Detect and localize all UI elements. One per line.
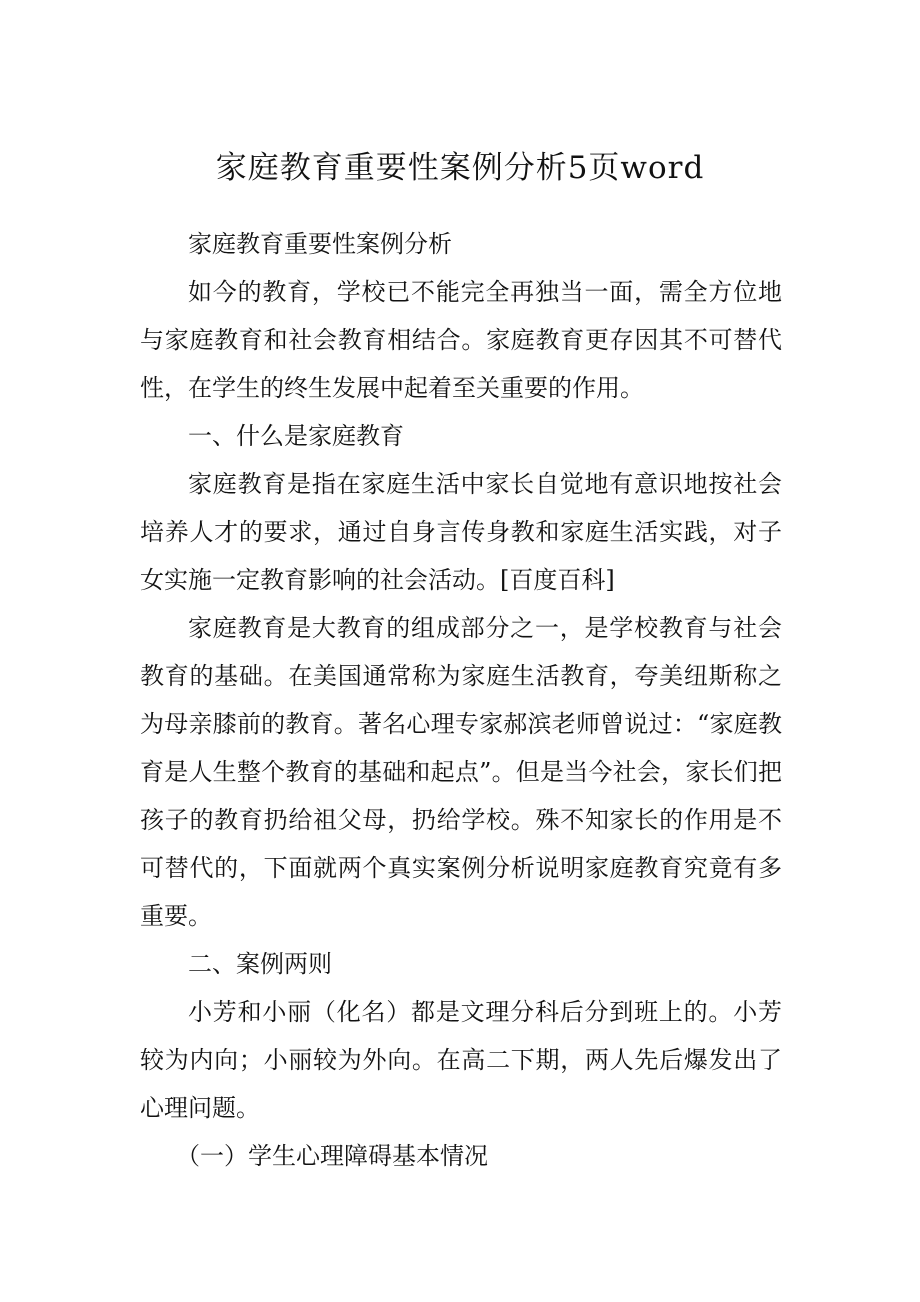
section-heading-1: 一、什么是家庭教育 — [188, 422, 404, 450]
section-heading-2: 二、案例两则 — [188, 950, 332, 978]
importance-paragraph: 家庭教育是大教育的组成部分之一，是学校教育与社会教育的基础。在美国通常称为家庭生活教育，夸美纽斯称之为母亲膝前的教育。著名心理专家郝滨老师曾说过：“家庭教育是人生整个教育的基础和起点”。但是当今社会，家长们把孩子的教育扔给祖父母，扔给学校。殊不知家长的作用是不可替代的，下面就两个真实案例分析说明家庭教育究竟有多重要。 — [140, 614, 782, 930]
intro-paragraph: 如今的教育，学校已不能完全再独当一面，需全方位地与家庭教育和社会教育相结合。家庭教育更存因其不可替代性，在学生的终生发展中起着至关重要的作用。 — [140, 278, 782, 402]
document-title: 家庭教育重要性案例分析5页word — [215, 150, 705, 186]
case-paragraph: 小芳和小丽（化名）都是文理分科后分到班上的。小芳较为内向；小丽较为外向。在高二下期，两人先后爆发出了心理问题。 — [140, 998, 782, 1122]
document-body — [140, 220, 782, 1180]
definition-paragraph: 家庭教育是指在家庭生活中家长自觉地有意识地按社会培养人才的要求，通过自身言传身教和家庭生活实践，对子女实施一定教育影响的社会活动。[百度百科] — [140, 470, 782, 594]
subsection-heading-1: （一）学生心理障碍基本情况 — [176, 1142, 488, 1170]
subtitle-paragraph: 家庭教育重要性案例分析 — [188, 230, 452, 258]
